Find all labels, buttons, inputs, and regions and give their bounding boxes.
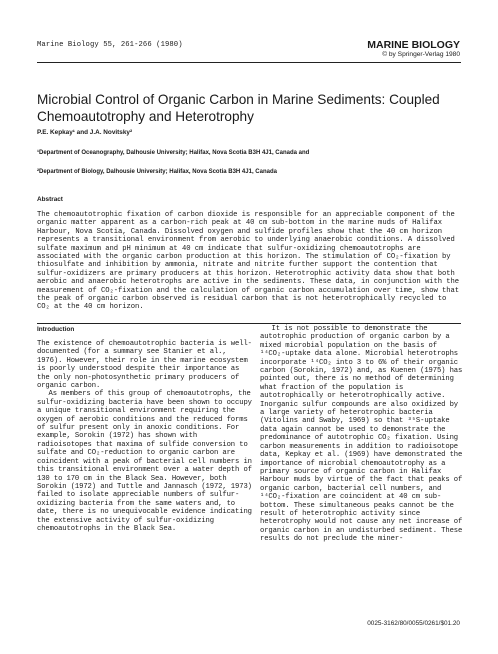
right-column xyxy=(260,325,463,544)
journal-name: MARINE BIOLOGY xyxy=(367,39,460,51)
header-rule xyxy=(37,62,461,63)
affiliation-1: ¹Department of Oceanography, Dalhousie University; Halifax, Nova Scotia B3H 4J1, Canada and xyxy=(37,150,310,156)
article-title: Microbial Control of Organic Carbon in Marine Sediments: Coupled Chemoautotrophy and Heterotrophy xyxy=(37,92,440,124)
paragraph: As members of this group of chemoautotrophs, the sulfur-oxidizing bacteria have been shown to occupy a unique transitional environment requiring the oxygen of aerobic conditions and the reduced forms of sulfur present only in anoxic conditions. For example, Sorokin (1972) has shown with radioisotopes that maxima of sulfide conversion to sulfate and CO₂-reduction to organic carbon are coincident with a peak of bacterial cell numbers in this transitional environment over a water depth of 130 to 170 cm in the Black Sea. However, both Sorokin (1972) and Tuttle and Jannasch (1972, 1973) failed to isolate appreciable numbers of sulfur-oxidizing bacteria from the same waters and, to date, there is no unequivocable evidence indicating the extensive activity of sulfur-oxidizing chemoautotrophs in the Black Sea. xyxy=(37,390,252,533)
paragraph: The existence of chemoautotrophic bacteria is well-documented (for a summary see Stanier et al., 1976). However, their role in the marine ecosystem is poorly understood despite their importance as the only non-photosynthetic primary producers of organic carbon. xyxy=(37,340,252,391)
abstract-heading: Abstract xyxy=(37,196,63,203)
copyright-line: © by Springer-Verlag 1980 xyxy=(382,51,460,58)
affiliation-2: ²Department of Biology, Dalhousie University; Halifax, Nova Scotia B3H 4J1, Canada xyxy=(37,169,277,175)
running-head: Marine Biology 55, 261-266 (1980) xyxy=(37,41,183,49)
abstract-rule xyxy=(37,323,461,324)
paragraph: It is not possible to demonstrate the autotrophic production of organic carbon by a mixed microbial population on the basis of ¹⁴CO₂-uptake data alone. Microbial heterotrophs incorporate ¹⁴CO₂ into 3 to 6% of their organic carbon (Sorokin, 1972) and, as Kuenen (1975) has pointed out, there is no method of determining what fraction of the population is autotrophically or heterotrophically active. Inorganic sulfur compounds are also oxidized by a large variety of heterotrophic bacteria (Vitolins and Swaby, 1969) so that ³⁵S-uptake data again cannot be used to demonstrate the predominance of autotrophic CO₂ fixation. Using carbon measurements in addition to radioisotope data, Kepkay et al. (1969) have demonstrated the importance of microbial chemoautotrophy as a primary source of organic carbon in Halifax Harbour muds by virtue of the fact that peaks of organic carbon, bacterial cell numbers, and ¹⁴CO₂-fixation are coincident at 40 cm sub-bottom. These simultaneous peaks cannot be the result of heterotrophic activity since heterotrophy would not cause any net increase of organic carbon in an undisturbed sediment. These results do not preclude the miner- xyxy=(260,325,463,544)
abstract-text: The chemoautotrophic fixation of carbon dioxide is responsible for an appreciable component of the organic matter apparent as a carbon-rich peak at 40 cm sub-bottom in the marine muds of Halifax Harbour, Nova Scotia, Canada. Dissolved oxygen and sulfide profiles show that the 40 cm horizon represents a transitional environment from aerobic to underlying anaerobic conditions. A dissolved sulfate maximum and pH minimum at 40 cm indicate that sulfur-oxidizing chemoautotrophs are associated with the organic carbon production at this horizon. The stimulation of CO₂-fixation by thiosulfate and inhibition by ammonia, nitrate and nitrite further support the contention that sulfur-oxidizers are primary producers at this horizon. Heterotrophic activity data show that both aerobic and anaerobic heterotrophs are active in the sediments. These data, in conjunction with the measurement of CO₂-fixation and the calculation of organic carbon accumulation over time, show that the peak of organic carbon observed is residual carbon that is not heterotrophically recycled to CO₂ at the 40 cm horizon. xyxy=(37,211,460,312)
authors: P.E. Kepkay¹ and J.A. Novitsky² xyxy=(37,129,133,136)
footer-code: 0025-3162/80/0055/0261/$01.20 xyxy=(367,620,460,627)
introduction-heading: Introduction xyxy=(37,326,75,333)
left-column xyxy=(37,340,253,533)
